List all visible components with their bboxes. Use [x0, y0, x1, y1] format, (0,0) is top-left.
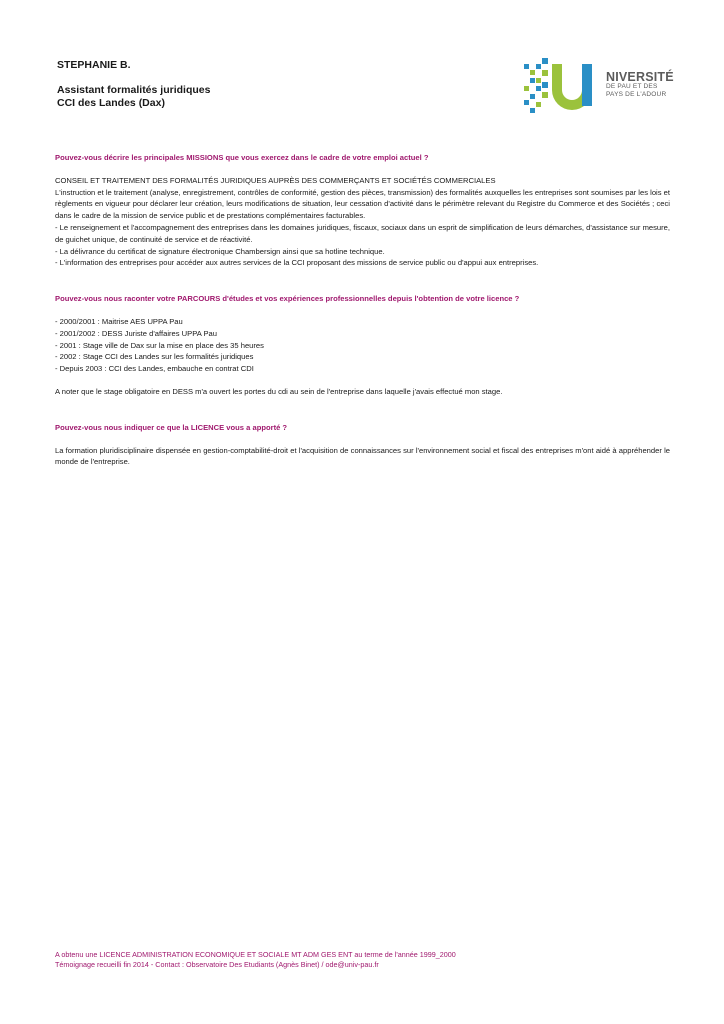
missions-paragraph: - Le renseignement et l'accompagnement des entreprises dans les domaines juridiques, fiscaux, sociaux dans un esprit de simplification de leurs démarches, d'assistance sur mesure, de guichet unique, de continuité de service et de réactivité.: [55, 222, 670, 244]
footer-contact-line: Témoignage recueilli fin 2014 - Contact : Observatoire Des Etudiants (Agnès Binet) / ode@univ-pau.fr: [55, 960, 379, 969]
logo-line-3: PAYS DE L'ADOUR: [606, 91, 667, 98]
job-title: Assistant formalités juridiques: [57, 84, 211, 96]
licence-question: Pouvez-vous nous indiquer ce que la LICENCE vous a apporté ?: [55, 422, 288, 432]
missions-heading: CONSEIL ET TRAITEMENT DES FORMALITÉS JURIDIQUES AUPRÈS DES COMMERÇANTS ET SOCIÉTÉS COMMERCIALES: [55, 175, 496, 185]
missions-paragraph: L'instruction et le traitement (analyse, enregistrement, contrôles de conformité, gestion des pièces, transmission) des formalités auxquelles les entreprises sont soumises par les lois et règlements en vigueur pour déclarer leur création, leurs modifications de situation, leur cessation d'activité dans le périmètre relevant du Registre du Commerce et des Sociétés ; ceci dans le cadre de la mission de service public et de prestations complémentaires facturables.: [55, 187, 670, 221]
document-body: [55, 152, 670, 468]
licence-answer: La formation pluridisciplinaire dispensée en gestion-comptabilité-droit et l'acquisition de connaissances sur l'environnement social et fiscal des entreprises m'ont aidé à appréhender le monde de l'entreprise.: [55, 445, 670, 467]
person-name: STEPHANIE B.: [57, 59, 131, 71]
university-logo-mark-icon: [524, 58, 606, 114]
employer: CCI des Landes (Dax): [57, 97, 165, 109]
profile-header: [57, 59, 357, 110]
parcours-item: - 2001 : Stage ville de Dax sur la mise en place des 35 heures: [55, 340, 264, 350]
missions-paragraph: - L'information des entreprises pour accéder aux autres services de la CCI proposant des missions de service public ou d'appui aux entreprises.: [55, 258, 539, 268]
document-footer: [55, 950, 675, 970]
parcours-item: - Depuis 2003 : CCI des Landes, embauche en contrat CDI: [55, 364, 254, 374]
parcours-item: - 2001/2002 : DESS Juriste d'affaires UPPA Pau: [55, 328, 217, 338]
missions-question: Pouvez-vous décrire les principales MISSIONS que vous exercez dans le cadre de votre emploi actuel ?: [55, 153, 429, 162]
parcours-item: - 2000/2001 : Maitrise AES UPPA Pau: [55, 316, 183, 326]
parcours-question: Pouvez-vous nous raconter votre PARCOURS d'études et vos expériences professionnelles depuis l'obtention de votre licence ?: [55, 294, 520, 304]
logo-wordmark: [606, 71, 674, 99]
logo-word: NIVERSITÉ: [606, 70, 674, 84]
footer-licence-line: A obtenu une LICENCE ADMINISTRATION ECONOMIQUE ET SOCIALE MT ADM GES ENT au terme de l'année 1999_2000: [55, 950, 456, 959]
university-logo: [524, 58, 684, 114]
missions-paragraph: - La délivrance du certificat de signature électronique Chambersign ainsi que sa hotline technique.: [55, 246, 385, 256]
parcours-item: - 2002 : Stage CCI des Landes sur les formalités juridiques: [55, 352, 254, 362]
parcours-note: A noter que le stage obligatoire en DESS m'a ouvert les portes du cdi au sein de l'entreprise dans laquelle j'avais effectué mon stage.: [55, 386, 503, 396]
logo-line-2: DE PAU ET DES: [606, 83, 658, 90]
